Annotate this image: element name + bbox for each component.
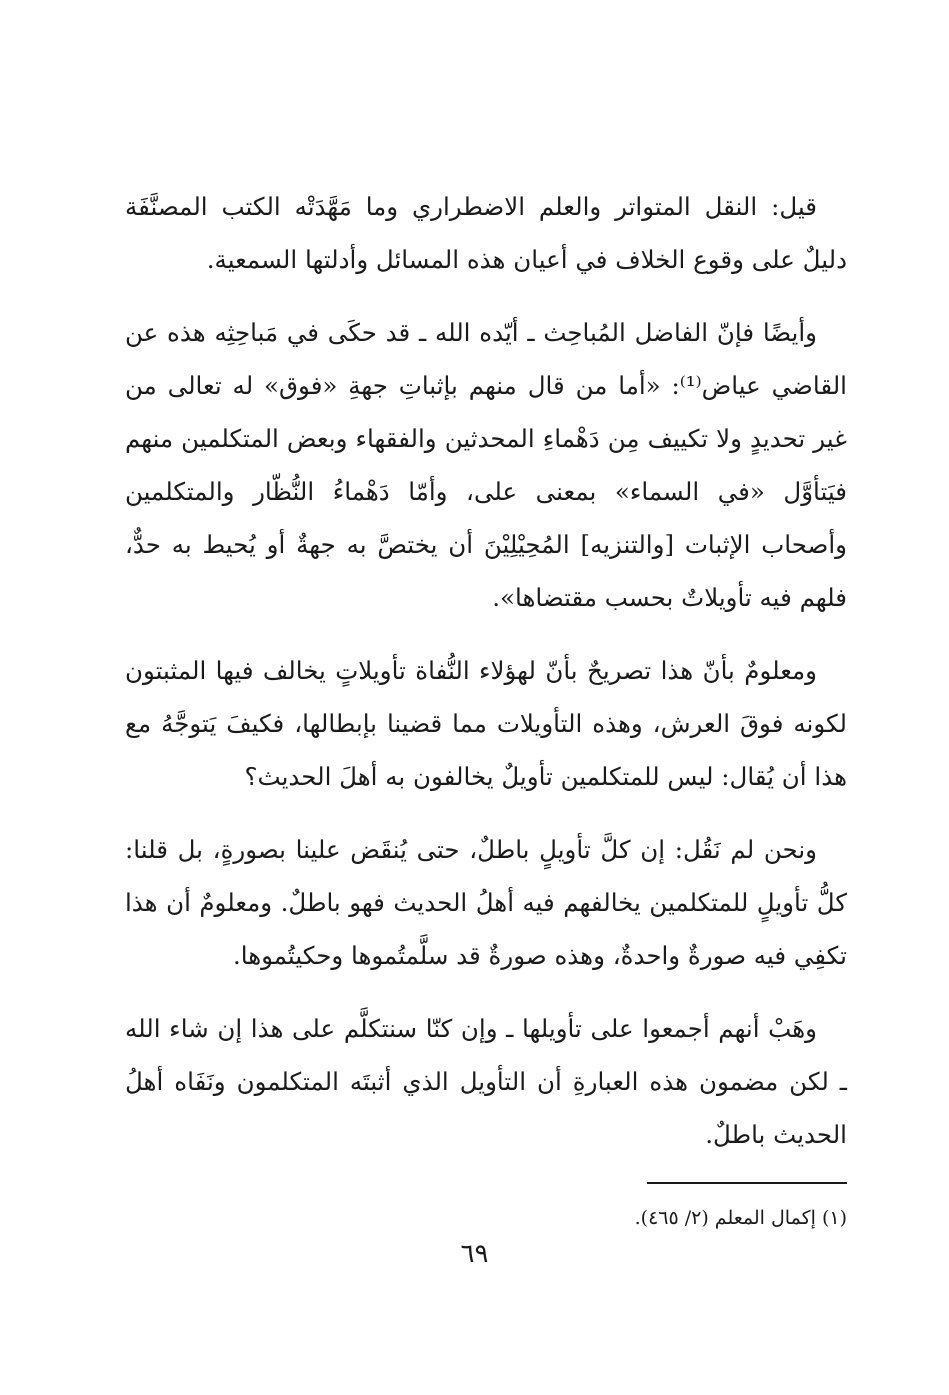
- main-text: [125, 180, 847, 1161]
- paragraph-1: قيل: النقل المتواتر والعلم الاضطراري وما مَهَّدَتْه الكتب المصنَّفَة دليلٌ على وقوع الخلاف في أعيان هذه المسائل وأدلتها السمعية.: [125, 192, 847, 274]
- page-number: ٦٩: [460, 1239, 489, 1269]
- paragraph-3: ومعلومٌ بأنّ هذا تصريحٌ بأنّ لهؤلاء النُّفاة تأويلاتٍ يخالف فيها المثبتون لكونه فوقَ العرش، وهذه التأويلات مما قضينا بإبطالها، فكيفَ يَتوجَّهُ مع هذا أن يُقال: ليس للمتكلمين تأويلٌ يخالفون به أهلَ الحديث؟: [125, 656, 847, 791]
- paragraph-2: وأيضًا فإنّ الفاضل المُباحِث ـ أيّده الله ـ قد حكَى في مَباحِثِه هذه عن القاضي عياض⁽¹⁾: «أما من قال منهم بإثباتِ جهةِ «فوق» له تعالى من غير تحديدٍ ولا تكييف مِن دَهْماءِ المحدثين والفقهاء وبعض المتكلمين منهم فيَتأوَّل «في السماء» بمعنى على، وأمّا دَهْماءُ النُّظّار والمتكلمين وأصحاب الإثبات [والتنزيه] المُحِيْلِيْنَ أن يختصَّ به جهةٌ أو يُحيط به حدٌّ، فلهم فيه تأويلاتٌ بحسب مقتضاها».: [125, 318, 847, 612]
- footnote-divider: [647, 1182, 847, 1184]
- paragraph-5: وهَبْ أنهم أجمعوا على تأويلها ـ وإن كنّا سنتكلَّم على هذا إن شاء الله ـ لكن مضمون هذه العبارةِ أن التأويل الذي أثبتَه المتكلمون ونَفَاه أهلُ الحديث باطلٌ.: [125, 1014, 847, 1149]
- footnote: (١) إكمال المعلم (٢/ ٤٦٥).: [634, 1207, 847, 1229]
- paragraph-4: ونحن لم نَقُل: إن كلَّ تأويلٍ باطلٌ، حتى يُنقَض علينا بصورةٍ، بل قلنا: كلُّ تأويلٍ للمتكلمين يخالفهم فيه أهلُ الحديث فهو باطلٌ. ومعلومٌ أن هذا تكفِي فيه صورةٌ واحدةٌ، وهذه صورةٌ قد سلَّمتُموها وحكيتُموها.: [125, 835, 847, 970]
